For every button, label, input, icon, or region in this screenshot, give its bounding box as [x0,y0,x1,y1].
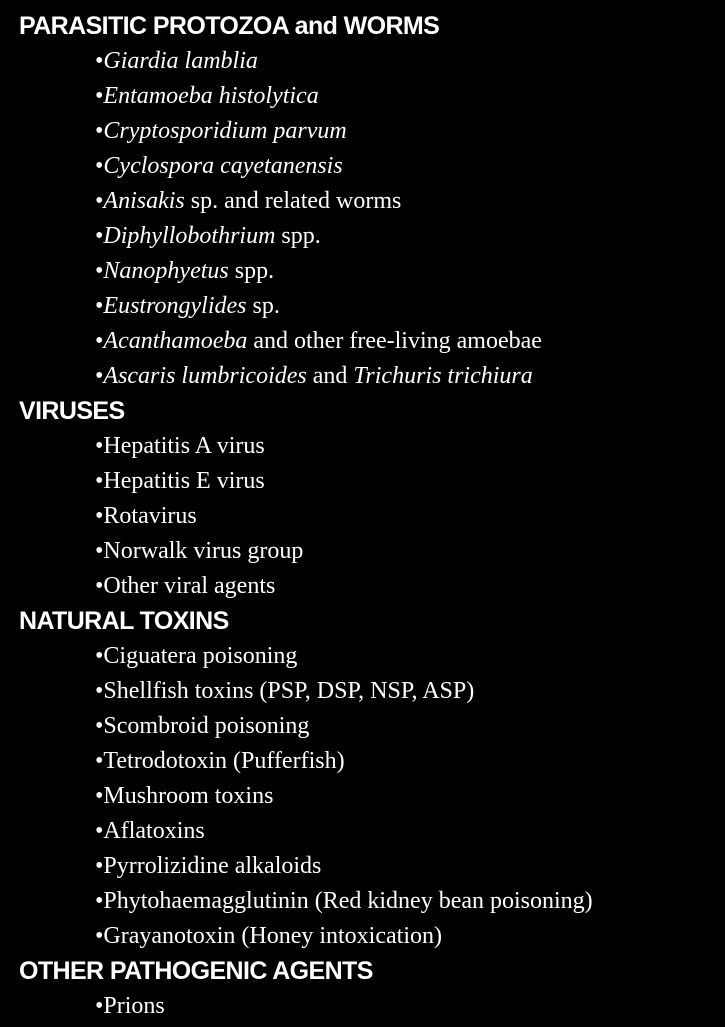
list-item: •Hepatitis E virus [95,468,265,494]
section-viruses [0,394,725,604]
list-item: •Cyclospora cayetanensis [95,153,343,179]
list-item: •Norwalk virus group [95,538,304,564]
document-page [0,9,725,1024]
list-item: •Anisakis sp. and related worms [95,188,402,214]
list-item: •Rotavirus [95,503,197,529]
list-item: •Grayanotoxin (Honey intoxication) [95,923,442,949]
list-item: •Scombroid poisoning [95,713,310,739]
list-item: •Pyrrolizidine alkaloids [95,853,322,879]
section-parasitic-protozoa-worms [0,9,725,394]
section-natural-toxins [0,604,725,954]
list-item: •Diphyllobothrium spp. [95,223,321,249]
list-item: •Mushroom toxins [95,783,274,809]
section-heading: PARASITIC PROTOZOA and WORMS [19,12,440,40]
list-item: •Ascaris lumbricoides and Trichuris trichiura [95,363,533,389]
section-heading: OTHER PATHOGENIC AGENTS [19,957,373,985]
list-item: •Other viral agents [95,573,276,599]
list-item: •Shellfish toxins (PSP, DSP, NSP, ASP) [95,678,475,704]
list-item: •Entamoeba histolytica [95,83,319,109]
list-item: •Giardia lamblia [95,48,258,74]
section-heading: NATURAL TOXINS [19,607,229,635]
list-item: •Phytohaemagglutinin (Red kidney bean poisoning) [95,888,593,914]
section-heading: VIRUSES [19,397,125,425]
section-other-pathogenic-agents [0,954,725,1024]
list-item: •Aflatoxins [95,818,205,844]
list-item: •Nanophyetus spp. [95,258,275,284]
list-item: •Ciguatera poisoning [95,643,298,669]
list-item: •Eustrongylides sp. [95,293,280,319]
list-item: •Hepatitis A virus [95,433,265,459]
list-item: •Tetrodotoxin (Pufferfish) [95,748,345,774]
list-item: •Prions [95,993,165,1019]
list-item: •Cryptosporidium parvum [95,118,347,144]
list-item: •Acanthamoeba and other free-living amoebae [95,328,542,354]
